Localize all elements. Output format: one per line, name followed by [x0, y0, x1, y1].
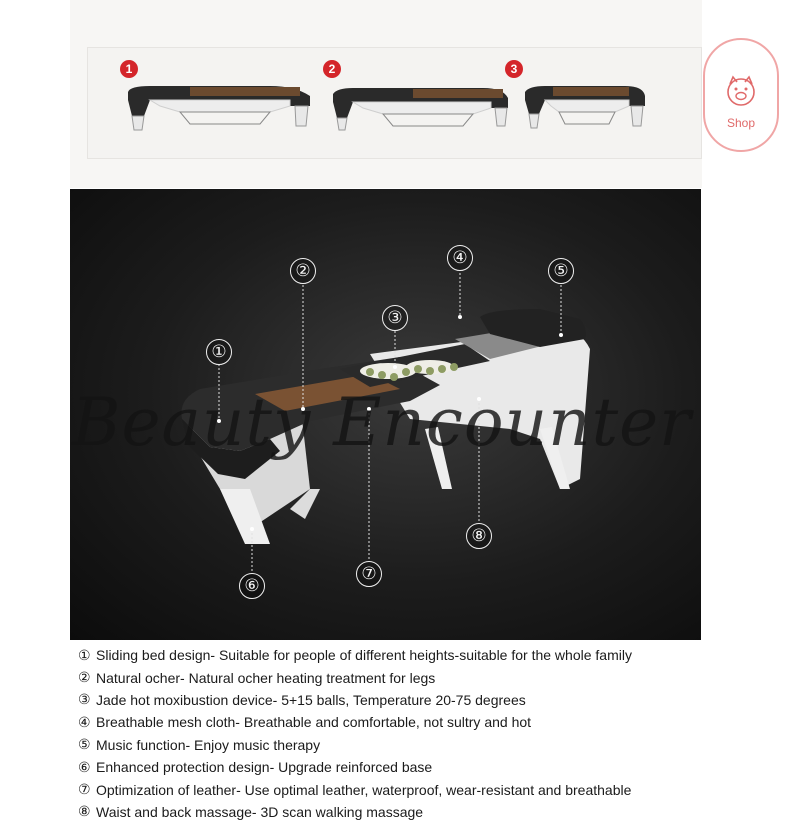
feature-number: ③: [78, 691, 91, 708]
callout-5: ⑤: [548, 258, 574, 284]
callout-6: ⑥: [239, 573, 265, 599]
feature-text: Waist and back massage- 3D scan walking massage: [96, 803, 424, 820]
feature-text: Jade hot moxibustion device- 5+15 balls, Temperature 20-75 degrees: [96, 691, 526, 708]
list-item: [78, 689, 738, 711]
feature-number: ⑥: [78, 758, 91, 775]
feature-list: [78, 644, 738, 823]
callout-8: ⑧: [466, 523, 492, 549]
shop-label: Shop: [726, 116, 756, 130]
feature-number: ①: [78, 646, 91, 663]
callout-7: ⑦: [356, 561, 382, 587]
variant-badge-2: 2: [323, 60, 341, 78]
feature-text: Enhanced protection design- Upgrade reinforced base: [96, 759, 433, 776]
feature-text: Sliding bed design- Suitable for people of different heights-suitable for the whole family: [96, 647, 632, 664]
list-item: [78, 711, 738, 733]
watermark: Beauty Encounter: [72, 384, 692, 461]
list-item: [78, 756, 738, 778]
shop-button[interactable]: [703, 38, 779, 152]
feature-number: ⑤: [78, 736, 91, 753]
pig-face-icon: [721, 70, 761, 110]
feature-text: Music function- Enjoy music therapy: [96, 736, 321, 753]
list-item: [78, 801, 738, 823]
massage-bed-image: [505, 60, 655, 140]
feature-text: Optimization of leather- Use optimal leather, waterproof, wear-resistant and breathable: [96, 781, 632, 798]
feature-text: Breathable mesh cloth- Breathable and comfortable, not sultry and hot: [96, 714, 532, 731]
list-item: [78, 734, 738, 756]
callout-3: ③: [382, 305, 408, 331]
callout-4: ④: [447, 245, 473, 271]
massage-bed-image: [120, 60, 315, 140]
variant-badge-3: 3: [505, 60, 523, 78]
variant-3[interactable]: [505, 60, 695, 140]
feature-text: Natural ocher- Natural ocher heating treatment for legs: [96, 669, 436, 686]
variant-1[interactable]: [120, 60, 310, 140]
feature-number: ⑦: [78, 781, 91, 798]
feature-number: ⑧: [78, 803, 91, 820]
feature-number: ④: [78, 713, 91, 730]
massage-bed-image: [323, 60, 518, 140]
variant-badge-1: 1: [120, 60, 138, 78]
variant-2[interactable]: [323, 60, 513, 140]
feature-number: ②: [78, 669, 91, 686]
list-item: [78, 778, 738, 800]
list-item: [78, 644, 738, 666]
list-item: [78, 666, 738, 688]
callout-1: ①: [206, 339, 232, 365]
callout-2: ②: [290, 258, 316, 284]
